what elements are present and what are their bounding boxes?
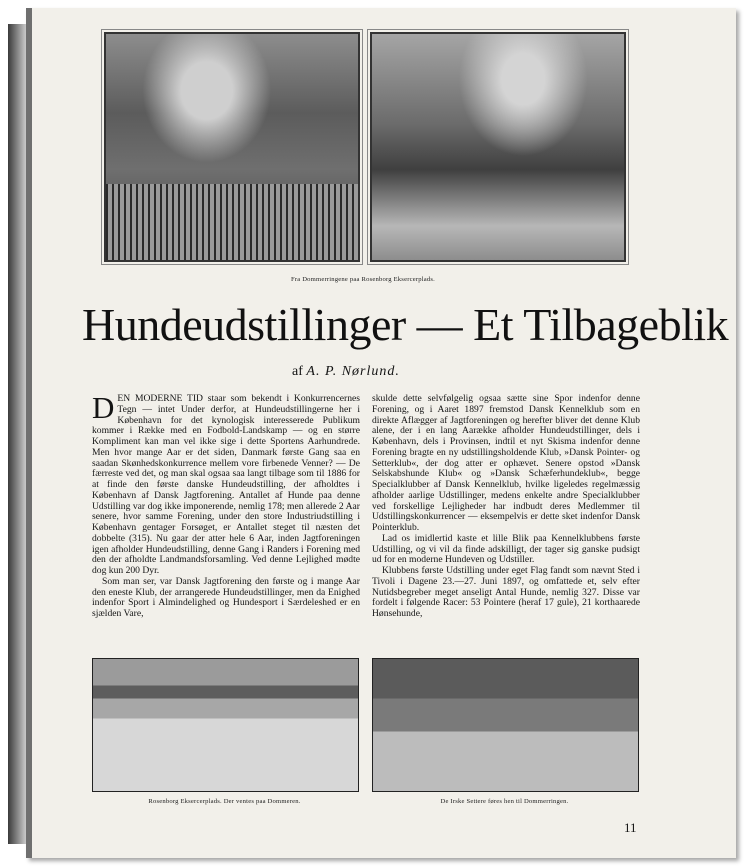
photo-judging-rings-right — [370, 32, 626, 262]
caption-top: Fra Dommerringene paa Rosenborg Eksercerplads. — [290, 276, 436, 283]
photo-irish-setters — [372, 658, 639, 792]
caption-bottom-left: Rosenborg Eksercerplads. Der ventes paa Dommeren. — [148, 798, 301, 805]
photo-rosenborg-parade-ground — [92, 658, 359, 792]
article-title: Hundeudstillinger — Et Tilbageblik — [82, 299, 729, 350]
author-name: A. P. Nørlund. — [306, 364, 400, 379]
article-column-left — [92, 390, 360, 620]
paragraph: Klubbens første Udstilling under eget Flag fandt som nævnt Sted i Tivoli i Dagene 23.—27. Juni 1897, og omfattede et, selv efter Nutidsbegreber meget anseligt Antal Hunde, nemlig 327. Disse var fordelt i følgende Racer: 53 Pointere (heraf 17 gule), 21 korthaarede Hønsehunde, — [372, 565, 640, 619]
caption-bottom-right: De Irske Settere føres hen til Dommerringen. — [440, 798, 569, 805]
byline — [292, 364, 492, 380]
paragraph: Som man ser, var Dansk Jagtforening den første og i mange Aar den eneste Klub, der arrangerede Hundeudstillinger, men da Enighed indenfor Sport i Almindelighed og Hundesport i Særdeleshed er en sjælden Vare, — [92, 575, 360, 619]
paragraph: Lad os imidlertid kaste et lille Blik paa Kennelklubbens første Udstilling, og vi vil da finde adskilligt, der tager sig ganske pudsigt ud for en moderne Hundeven og Udstiller. — [372, 532, 640, 566]
paragraph: skulde dette selvfølgelig ogsaa sætte sine Spor indenfor denne Forening, og i Aaret 1897 fremstod Dansk Kennelklub som en direkte Aflægger af Jagtforeningen og herefter bliver det denne Klub alene, der i en lang Aarække afholder Hundeudstillinger, dels i København, dels i Provinsen, indtil et nyt Skisma indenfor denne Forening bragte en ny udstillingsholdende Klub, »Dansk Pointer- og Setterklub«, der dog atter er ophævet. Senere opstod »Dansk Selskabshunde Klub« og »Dansk Schæferhundeklub«, begge Specialklubber af Dansk Kennelklub, hvilke ligeledes regelmæssig afholder aarlige Udstillinger, medens enkelte andre Specialklubber ved forskellige Lejligheder har indbudt deres Medlemmer til Udstillingskonkurrencer — eksempelvis er dette sket indenfor Dansk Pointerklub. — [372, 393, 640, 533]
book-spine — [8, 24, 28, 844]
page-number: 11 — [624, 820, 637, 835]
drop-cap: D — [92, 390, 115, 425]
photo-judging-rings-left — [104, 32, 360, 262]
byline-prefix: af — [292, 364, 303, 379]
paragraph: DEN MODERNE TID staar som bekendt i Konkurrencernes Tegn — intet Under derfor, at Hundeudstillingerne her i København for det kynologisk interesserede Publikum kommer i Række med en Fodbold-Landskamp — og en større Kompliment kan man vel ikke sige i dette Sportens Aarhundrede. Men hvor mange Aar er det siden, Danmark første Gang saa en saadan Skønhedskonkurrence mellem vore firbenede Venner? — De færreste ved det, og man skal ogsaa saa langt tilbage som til 1886 for at finde den første danske Hundeudstilling, der afholdtes i København af Dansk Jagtforening. Antallet af Hunde paa denne Udstilling var dog ikke imponerende, nemlig 178; men allerede 2 Aar senere, hvor samme Forening, under den store Industriudstilling i København gentager Forsøget, er Antallet steget til næsten det dobbelte (315). Nu gaar der atter hele 6 Aar, inden Jagtforeningen igen afholder Hundeudstilling, denne Gang i Randers i Forening med den der afholdte Landmandsforsamling. Ved denne Lejlighed mødte dog kun 200 Dyr. — [92, 390, 360, 576]
magazine-page — [26, 8, 736, 858]
article-column-right — [372, 394, 640, 620]
